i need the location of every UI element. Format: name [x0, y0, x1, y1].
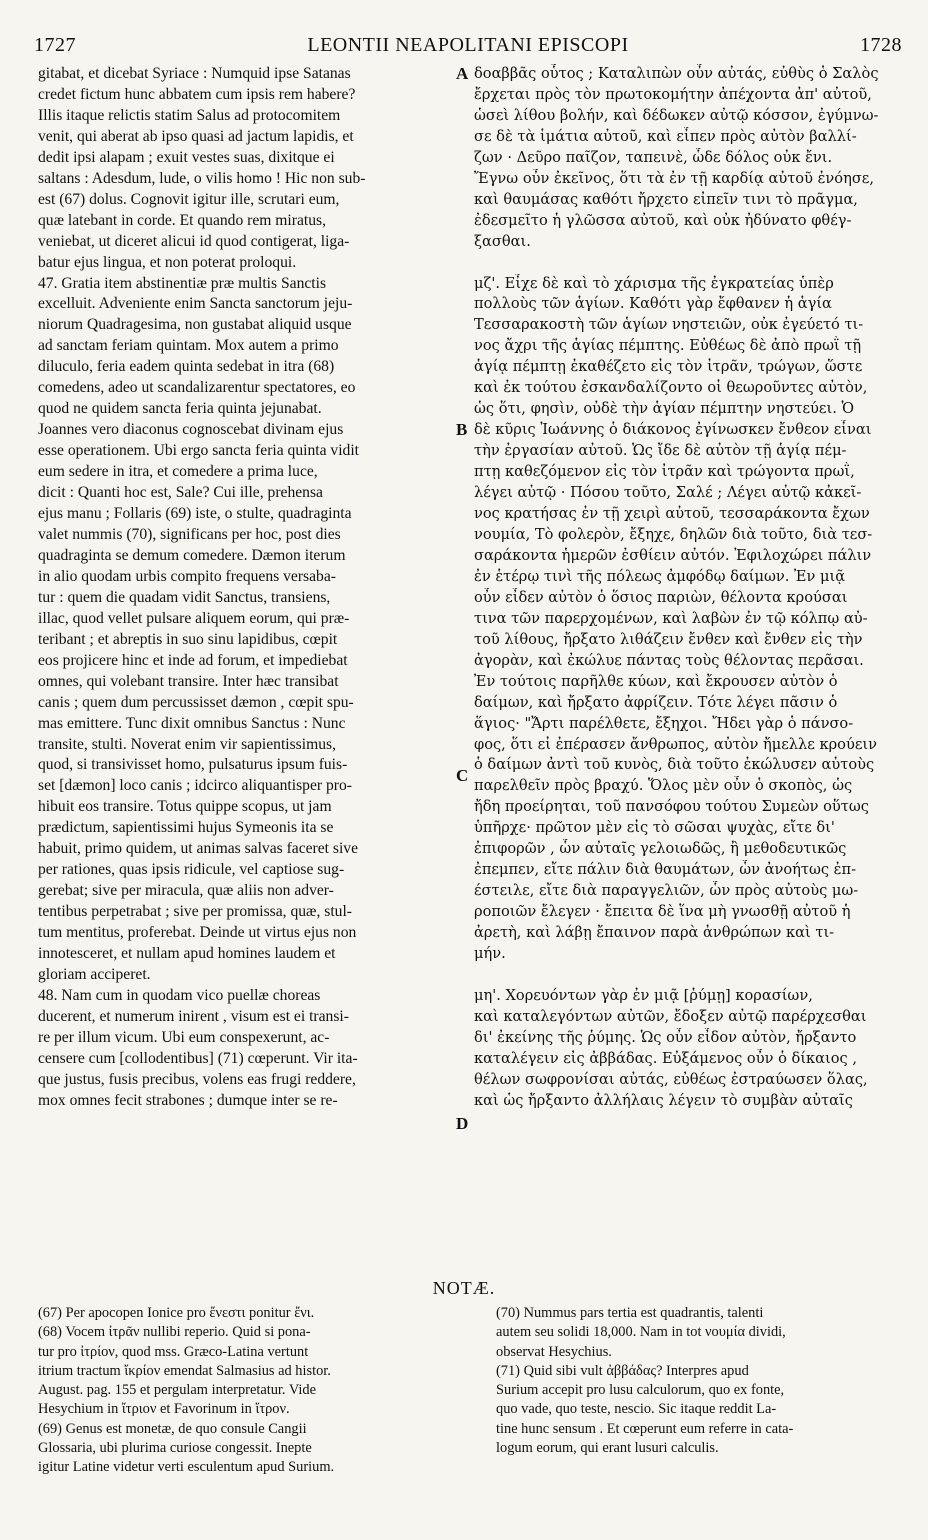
greek-text-line: Ἐν τούτοις παρῆλθε κύων, καὶ ἔκρουσεν αὐτὸν ὁ: [474, 672, 838, 690]
latin-text-line: hibuit eos transire. Totus quippe scopus, ut jam: [38, 798, 332, 816]
note-line: (67) Per apocopen Ionice pro ἔνεστι ponitur ἔνι.: [38, 1305, 315, 1321]
greek-text-line: σε δὲ τὰ ἱμάτια αὐτοῦ, καὶ εἶπεν πρὸς αὐτὸν βαλλί-: [474, 127, 857, 145]
latin-text-line: quadraginta se demum comedere. Dæmon iterum: [38, 546, 346, 564]
greek-text-line: ἐδεσμεῖτο ἡ γλῶσσα αὐτοῦ, καὶ οὐκ ἠδύνατο φθέγ-: [474, 211, 852, 229]
note-line: (69) Genus est monetæ, de quo consule Cangii: [38, 1420, 307, 1437]
running-title: LEONTII NEAPOLITANI EPISCOPI: [307, 34, 629, 56]
latin-text-line: habuit, primo quidem, ut animas salvas faceret sive: [38, 840, 359, 858]
greek-text-line: μζ'. Εἶχε δὲ καὶ τὸ χάρισμα τῆς ἐγκρατείας ὑπὲρ: [474, 274, 834, 292]
latin-text-line: prædictum, sapientissimi hujus Symeonis ita se: [38, 819, 334, 837]
latin-text-line: quod, si transivisset homo, pulsaturus ipsum fuis-: [38, 756, 348, 774]
latin-text-line: diluculo, feria eadem quinta sedebat in itra (68): [38, 358, 335, 376]
note-line: Glossaria, ubi plurima curiose congessit. Inepte: [38, 1440, 312, 1457]
note-line: August. pag. 155 et pergulam interpretatur. Vide: [38, 1382, 316, 1399]
notes-heading: NOTÆ.: [432, 1278, 496, 1298]
section-marker-d: D: [456, 1114, 469, 1133]
latin-text-line: niorum Quadragesima, non gustabat aliquid usque: [38, 316, 352, 334]
greek-text-line: νος ἄχρι τῆς ἁγίας πέμπτης. Εὐθέως δὲ ἀπὸ πρωῒ τῇ: [474, 337, 862, 355]
greek-text-line: έστειλε, εἴτε διὰ παραγγελιῶν, ὧν πρὸς αὐτοὺς μω-: [474, 882, 859, 900]
latin-text-line: omnes, qui volebant transire. Inter hæc transibat: [38, 672, 339, 690]
greek-column: [474, 64, 904, 1112]
greek-text-line: ἐπιφορῶν , ὧν αὐταῖς γελοιωδῶς, ἢ μεθοδευτικῶς: [474, 840, 847, 858]
greek-text-line: δοαββᾶς οὗτος ; Καταλιπὼν οὖν αὐτάς, εὐθὺς ὁ Σαλὸς: [474, 65, 879, 82]
greek-text-line: τινα τῶν παρερχομένων, καὶ λαβὼν ἐν τῷ κόλπῳ αὐ-: [474, 609, 868, 627]
greek-text-line: ροποιῶν ἔλεγεν · ἔπειτα δὲ ἵνα μὴ γνωσθῇ αὐτοῦ ἡ: [474, 903, 851, 921]
greek-text-line: θέλων σωφρονίσαι αὐτάς, εὐθέως ἐστραύωσεν ὅλας,: [474, 1070, 868, 1088]
greek-text-line: καὶ ὡς ἤρξαντο ἀλλήλαις λέγειν τὸ συμβὰν αὐταῖς: [474, 1091, 853, 1109]
latin-text-line: re per illum vicum. Ubi eum conspexerunt, ac-: [38, 1028, 330, 1046]
note-line: Hesychium in ἴτριον et Favorinum in ἴτρον.: [38, 1401, 290, 1418]
left-page-number: 1727: [34, 34, 76, 56]
latin-text-line: dedit ipsi alapam ; exuit vestes suas, dixitque ei: [38, 148, 335, 166]
latin-text-line: veniebat, ut diceret alicui id quod contigerat, liga-: [38, 232, 350, 250]
latin-text-line: comedens, adeo ut scandalizarentur spectatores, eo: [38, 379, 356, 397]
latin-text-line: Illis itaque relictis statim Salus ad protocomitem: [38, 106, 341, 124]
note-line: tur pro ἰτρίον, quod mss. Græco-Latina vertunt: [38, 1343, 309, 1360]
note-line: quo vade, quo teste, nescio. Sic itaque reddit La-: [496, 1401, 777, 1418]
latin-text-line: excelluit. Adveniente enim Sancta sanctorum jeju-: [38, 295, 353, 313]
greek-text-line: [474, 253, 904, 274]
latin-text-line: ducerent, et numerum inirent , visum est ei transi-: [38, 1007, 349, 1025]
greek-text-line: καὶ ἐκ τούτου ἐσκανδαλίζοντο οἱ θεωροῦντες αὐτὸν,: [474, 379, 868, 397]
greek-text-line: παρελθεῖν πρὸς βραχύ. Ὅλος μὲν οὖν ὁ σκοπὸς, ὡς: [474, 777, 853, 795]
greek-text-line: οὖν εἶδεν αὐτὸν ὁ ὅσιος παριὼν, θέλοντα κρούσαι: [474, 588, 848, 606]
latin-text-line: quod ne quidem sancta feria quinta jejunabat.: [38, 400, 322, 418]
latin-text-line: eum sedere in itra, et comedere a prima luce,: [38, 463, 318, 481]
greek-text-line: ἀγορὰν, καὶ ἐκώλυε πάντας τοὺς θέλοντας περᾶσαι.: [474, 651, 864, 669]
greek-text-line: νουμία, Τὸ φολερὸν, ἔξηχε, δηλῶν διὰ τοῦτο, διὰ τεσ-: [474, 525, 873, 543]
section-marker-a: A: [456, 64, 469, 83]
greek-text-line: ὁ δαίμων ἀντὶ τοῦ κυνὸς, διὰ τοῦτο ἐκώλυσεν αὐτοὺς: [474, 756, 875, 774]
latin-text-line: mas emittere. Tunc dixit omnibus Sanctus : Nunc: [38, 714, 346, 732]
greek-text-line: μήν.: [474, 945, 506, 963]
greek-text-line: Ἔγνω οὖν ἐκεῖνος, ὅτι τὰ ἐν τῇ καρδίᾳ αὐτοῦ ἐνόησε,: [474, 169, 874, 187]
section-marker-c: C: [456, 766, 469, 785]
greek-text-line: [474, 965, 904, 986]
latin-text-line: gloriam acciperet.: [38, 965, 151, 983]
latin-text-line: tentibus perpetrabat ; sive per promissa, quæ, stul-: [38, 903, 352, 921]
greek-text-line: ὡσεὶ λίθου βολήν, καὶ δέδωκεν αὐτῷ κόσσον, ἐγύμνω-: [474, 106, 879, 124]
latin-text-line: quæ latebant in corde. Et quando rem miratus,: [38, 211, 326, 229]
note-line: igitur Latine videtur verti esculentum apud Surium.: [38, 1459, 335, 1476]
latin-text-line: ad sanctam feriam quintam. Mox autem a primo: [38, 337, 339, 355]
greek-text-line: σαράκοντα ἡμερῶν ἐσθίειν αὐτόν. Ἐφιλοχώρει πάλιν: [474, 546, 872, 564]
greek-text-line: λέγει αὐτῷ · Πόσου τοῦτο, Σαλέ ; Λέγει αὐτῷ κἀκεῖ-: [474, 484, 862, 502]
greek-text-line: ζων · Δεῦρο παῖζον, ταπεινὲ, ὧδε δόλος οὐκ ἔνι.: [474, 148, 833, 166]
latin-text-line: esse operationem. Ubi ergo sancta feria quinta vidit: [38, 442, 360, 460]
latin-text-line: innotesceret, et nullam apud homines laudem et: [38, 945, 336, 963]
greek-text-line: καὶ καταλεγόντων αὐτῶν, ἔδοξεν αὐτῷ παρέρχεσθαι: [474, 1007, 867, 1025]
latin-text-line: valet nummis (70), significans per hoc, post dies: [38, 525, 341, 543]
greek-text-line: ἀρετὴ, καὶ λάβῃ ἔπαινον παρὰ ἀνθρώπων καὶ τι-: [474, 924, 835, 942]
latin-text-line: gitabat, et dicebat Syriace : Numquid ipse Satanas: [38, 65, 351, 82]
latin-text-line: Joannes vero diaconus cognoscebat divinam ejus: [38, 421, 344, 439]
latin-text-line: que justus, fusis precibus, volens eas frugi reddere,: [38, 1070, 356, 1088]
greek-text-line: πολλοὺς τῶν ἁγίων. Καθότι γὰρ ἔφθανεν ἡ ἁγία: [474, 295, 832, 313]
note-line: logum eorum, qui erant lusuri calculis.: [496, 1440, 719, 1457]
greek-text-line: πτῃ καθεζόμενον εἰς τὸν ἰτρᾶν καὶ τρώγοντα πρωῒ,: [474, 463, 855, 481]
latin-text-line: eos projicere hinc et inde ad forum, et impediebat: [38, 651, 348, 669]
latin-text-line: canis ; quem dum percussisset dæmon , cœpit spu-: [38, 693, 354, 711]
notes-right-column: [496, 1304, 904, 1458]
greek-text-line: ἅγιος· "Ἄρτι παρέλθετε, ἔξηχοι. Ἤδει γὰρ ὁ πάνσο-: [474, 714, 854, 732]
latin-text-line: transite, stulti. Noverat enim vir sapientissimus,: [38, 735, 336, 753]
greek-text-line: δι' ἐκείνης τῆς ῥύμης. Ὡς οὖν εἶδον αὐτὸν, ἤρξαντο: [474, 1028, 857, 1046]
greek-text-line: ἔρχεται πρὸς τὸν πρωτοκομήτην ἀπέχοντα ἀπ' αὐτοῦ,: [474, 85, 872, 103]
greek-text-line: ὡς ὅτι, φησὶν, οὐδὲ τὴν ἁγίαν πέμπτην νηστεύει. Ὁ: [474, 400, 855, 418]
greek-text-line: ἐπεμπεν, εἴτε πάλιν διὰ θαυμάτων, ὧν ἀνοήτως ἐπ-: [474, 861, 857, 879]
greek-text-line: ἤδη προείρηται, τοῦ πανσόφου τούτου Συμεὼν οὕτως: [474, 798, 869, 816]
greek-text-line: νος κρατήσας ἐν τῇ χειρὶ αὐτοῦ, τεσσαράκοντα ἔχων: [474, 505, 870, 523]
latin-text-line: ejus manu ; Follaris (69) iste, o stulte, quadraginta: [38, 505, 352, 523]
latin-text-line: set [dæmon] loco canis ; idcirco aliquantisper pro-: [38, 777, 352, 795]
note-line: (70) Nummus pars tertia est quadrantis, talenti: [496, 1305, 764, 1321]
latin-text-line: censere cum [collodentibus] (71) cœperunt. Vir ita-: [38, 1049, 358, 1067]
page-header: [34, 34, 902, 60]
note-line: observat Hesychius.: [496, 1343, 612, 1360]
greek-text-line: Τεσσαρακοστὴ τῶν ἁγίων νηστειῶν, οὐκ ἐγεύετό τι-: [474, 316, 864, 334]
latin-text-line: 48. Nam cum in quodam vico puellæ choreas: [38, 986, 321, 1004]
greek-text-line: ὑπῆρχε· πρῶτον μὲν εἰς τὸ σῶσαι ψυχὰς, εἴτε δι': [474, 819, 835, 837]
latin-text-line: 47. Gratia item abstinentiæ præ multis Sanctis: [38, 274, 327, 292]
latin-column: [38, 64, 456, 1112]
note-line: autem seu solidi 18,000. Nam in tot νουμία dividi,: [496, 1324, 786, 1341]
latin-text-line: est (67) dolus. Cognovit igitur ille, scrutari eum,: [38, 190, 340, 208]
latin-text-line: per rationes, quas ipsis ridicule, vel captiose sug-: [38, 861, 345, 879]
latin-text-line: teribant ; et abreptis in suo sinu lapidibus, cœpit: [38, 630, 338, 648]
greek-text-line: καὶ θαυμάσας καθότι ἤρχετο εἰπεῖν τινι τὸ πρᾶγμα,: [474, 190, 858, 208]
greek-text-line: τοῦ λίθους, ἤρξατο λιθάζειν ἔνθεν καὶ ἔνθεν εἰς τὴν: [474, 630, 863, 648]
latin-text-line: in alio quodam urbis compito frequens versaba-: [38, 567, 336, 585]
section-marker-b: B: [456, 420, 468, 439]
note-line: Surium accepit pro lusu calculorum, quo ex fonte,: [496, 1382, 785, 1399]
latin-text-line: tum mentitus, proferebat. Deinde ut virtus ejus non: [38, 924, 357, 942]
note-line: (68) Vocem ἰτρᾶν nullibi reperio. Quid si pona-: [38, 1324, 311, 1341]
right-page-number: 1728: [860, 34, 902, 56]
note-line: (71) Quid sibi vult ἀββάδας? Interpres apud: [496, 1362, 749, 1379]
latin-text-line: venit, qui aberat ab ipso quasi ad jactum lapidis, et: [38, 127, 354, 145]
greek-text-line: φος, ὅτι εἰ ἐπέρασεν ἄνθρωπος, αὐτὸν ἤμελλε κρούειν: [474, 735, 877, 753]
note-line: itrium tractum ἴκρίον emendat Salmasius ad histor.: [38, 1362, 331, 1379]
latin-text-line: gerebat; sive per miracula, quæ aliis non adver-: [38, 882, 334, 900]
notes-left-column: [38, 1304, 456, 1478]
latin-text-line: batur ejus lingua, et non poterat proloqui.: [38, 253, 297, 271]
latin-text-line: tur : quem die quadam vidit Sanctus, transiens,: [38, 588, 331, 606]
greek-text-line: καταλέγειν εἰς ἀββάδας. Εὐξάμενος οὖν ὁ δίκαιος ,: [474, 1049, 857, 1067]
latin-text-line: illac, quod vellet pulsare aliquem eorum, qui præ-: [38, 609, 350, 627]
greek-text-line: ξασθαι.: [474, 232, 531, 250]
greek-text-line: ἐν ἑτέρῳ τινὶ τῆς πόλεως ἀμφόδῳ δαίμων. Ἐν μιᾷ: [474, 567, 846, 585]
latin-text-line: dicit : Quanti hoc est, Sale? Cui ille, prehensa: [38, 484, 323, 502]
latin-text-line: credet fictum hunc abbatem cum ipsis rem habere?: [38, 85, 356, 103]
greek-text-line: μη'. Χορευόντων γὰρ ἐν μιᾷ [ῥύμῃ] κορασίων,: [474, 986, 813, 1004]
latin-text-line: saltans : Adesdum, lude, o vilis homo ! Hic non sub-: [38, 169, 366, 187]
greek-text-line: δὲ κῦρις Ἰωάννης ὁ διάκονος ἐγίνωσκεν ἔνθεον εἶναι: [474, 421, 872, 439]
greek-text-line: ἁγίᾳ πέμπτῃ ἐκαθέζετο εἰς τὸν ἰτρᾶν, τρώγων, ὥστε: [474, 358, 863, 376]
greek-text-line: τὴν ἐργασίαν αὐτοῦ. Ὡς ἴδε δὲ αὐτὸν τῇ ἁγίᾳ πέμ-: [474, 442, 847, 460]
latin-text-line: mox omnes fecit strabones ; dumque inter se re-: [38, 1091, 338, 1109]
note-line: tine hunc sensum . Et cœperunt eum referre in cata-: [496, 1420, 794, 1437]
greek-text-line: δαίμων, καὶ ἤρξατο ἀφρίζειν. Τότε λέγει πᾶσιν ὁ: [474, 693, 838, 711]
